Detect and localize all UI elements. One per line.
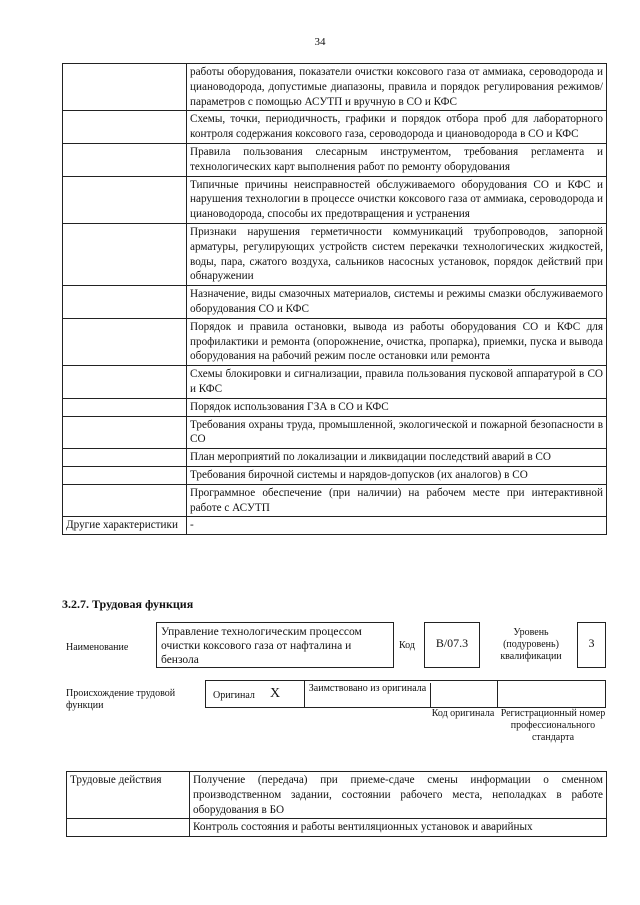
table-row: [63, 517, 607, 535]
row-text: Требования охраны труда, промышленной, экологической и пожарной безопасности в СО: [187, 416, 607, 449]
table-row: [67, 819, 607, 837]
row-label: Другие характеристики: [63, 517, 187, 535]
qualification-level: 3: [577, 622, 606, 668]
table-row: [63, 318, 607, 365]
row-label: [63, 143, 187, 176]
table-row: [63, 398, 607, 416]
table-row: [63, 484, 607, 517]
row-label: [63, 416, 187, 449]
code-label: Код: [399, 640, 415, 651]
row-label: [63, 484, 187, 517]
row-text: Типичные причины неисправностей обслуживаемого оборудования СО и КФС и нарушения технологии в процессе очистки коксового газа от аммиака, сероводорода и циановодорода, способы их предотвращения и устранения: [187, 176, 607, 223]
row-label: [63, 318, 187, 365]
table-row: [63, 416, 607, 449]
row-text: Схемы, точки, периодичность, графики и порядок отбора проб для лабораторного контроля содержания коксового газа, сероводорода и циановодорода в СО и КФС: [187, 111, 607, 144]
row-label: [63, 466, 187, 484]
knowledge-table: [62, 63, 607, 535]
row-text: работы оборудования, показатели очистки коксового газа от аммиака, сероводорода и циановодорода, допустимые диапазоны, правила и порядок регулирования режимов/параметров с помощью АСУТП и вручную в СО и КФС: [187, 64, 607, 111]
row-label: [63, 176, 187, 223]
row-label: [63, 398, 187, 416]
row-label: [63, 223, 187, 285]
origin-code-cell: [431, 681, 498, 707]
origin-label: Происхождение трудовой функции: [66, 688, 176, 711]
table-row: [63, 223, 607, 285]
row-text: Программное обеспечение (при наличии) на рабочем месте при интерактивной работе с АСУТП: [187, 484, 607, 517]
original-label: Оригинал: [213, 690, 255, 701]
borrowed-label: Заимствовано из оригинала: [305, 683, 431, 707]
row-label: [67, 819, 190, 837]
row-text: Получение (передача) при приеме-сдаче смены информации о сменном производственном задании, состоянии рабочего места, неполадках в работе оборудования в БО: [190, 772, 607, 819]
table-row: [63, 366, 607, 399]
row-text: Признаки нарушения герметичности коммуникаций трубопроводов, запорной арматуры, регулирующих устройств систем перекачки технологических жидкостей, воды, пара, сжатого воздуха, сальников насосных установок, порядок действий при обнаружении: [187, 223, 607, 285]
table-row: [63, 176, 607, 223]
function-name: Управление технологическим процессом очистки коксового газа от нафталина и бензола: [156, 622, 394, 668]
section-title: 3.2.7. Трудовая функция: [62, 597, 194, 611]
table-row: [63, 64, 607, 111]
row-text: Назначение, виды смазочных материалов, системы и режимы смазки обслуживаемого оборудования СО и КФС: [187, 286, 607, 319]
labor-actions-table: [66, 771, 607, 837]
table-row: [63, 111, 607, 144]
row-text: Порядок и правила остановки, вывода из работы оборудования СО и КФС для профилактики и ремонта (опорожнение, очистка, пропарка), приемки, пуска и вывода оборудования на рабочий режим после остановки или ремонта: [187, 318, 607, 365]
original-mark: X: [270, 686, 281, 701]
reg-number-label: Регистрационный номер профессионального стандарта: [500, 708, 606, 743]
table-row: [63, 286, 607, 319]
row-label: [63, 64, 187, 111]
row-text: План мероприятий по локализации и ликвидации последствий аварий в СО: [187, 449, 607, 467]
table-row: [63, 466, 607, 484]
row-label: [63, 286, 187, 319]
row-label: [63, 111, 187, 144]
table-row: [63, 143, 607, 176]
row-text: Требования бирочной системы и нарядов-допусков (их аналогов) в СО: [187, 466, 607, 484]
row-label: [63, 449, 187, 467]
page-number: 34: [314, 36, 326, 48]
row-text: Контроль состояния и работы вентиляционных установок и аварийных: [190, 819, 607, 837]
origin-table: [205, 680, 606, 708]
row-text: Схемы блокировки и сигнализации, правила пользования пусковой аппаратурой в СО и КФС: [187, 366, 607, 399]
row-text: Правила пользования слесарным инструментом, требования регламента и технологических карт выполнения работ по ремонту оборудования: [187, 143, 607, 176]
original-cell: [206, 681, 305, 707]
row-label: Трудовые действия: [67, 772, 190, 819]
table-row: [67, 772, 607, 819]
row-text: -: [187, 517, 607, 535]
origin-code-label: Код оригинала: [431, 708, 495, 719]
name-label: Наименование: [66, 642, 129, 653]
table-row: [63, 449, 607, 467]
row-label: [63, 366, 187, 399]
reg-number-cell: [498, 681, 605, 707]
level-label: Уровень (подуровень) квалификации: [500, 627, 562, 662]
function-code: В/07.3: [424, 622, 480, 668]
row-text: Порядок использования ГЗА в СО и КФС: [187, 398, 607, 416]
